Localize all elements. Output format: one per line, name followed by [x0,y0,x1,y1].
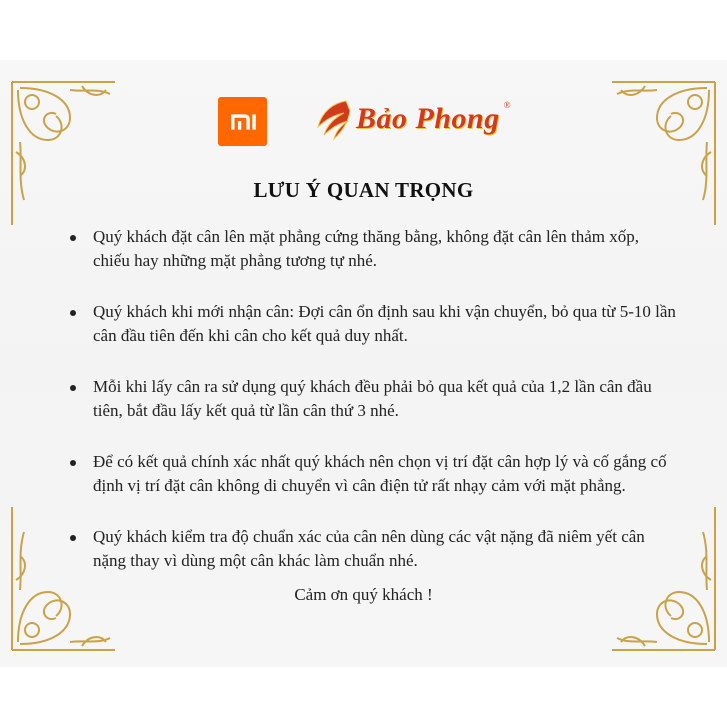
mi-logo-icon [226,105,260,139]
page-title: LƯU Ý QUAN TRỌNG [253,178,474,202]
list-item: Quý khách khi mới nhận cân: Đợi cân ổn định sau khi vận chuyển, bỏ qua từ 5-10 lần cân đầu tiên đến khi cân cho kết quả duy nhất. [68,300,678,348]
ornament-top-left [10,80,120,230]
ornament-top-right [607,80,717,230]
wing-icon [312,97,352,141]
thank-you-text: Cảm ơn quý khách ! [294,585,433,604]
brand-logo [312,94,511,144]
xiaomi-logo [218,97,267,146]
notes-list [68,225,678,600]
list-item: Quý khách kiểm tra độ chuẩn xác của cân nên dùng các vật nặng đã niêm yết cân nặng thay vì dùng một cân khác làm chuẩn nhé. [68,525,678,573]
list-item: Mỗi khi lấy cân ra sử dụng quý khách đều phải bỏ qua kết quả của 1,2 lần cân đầu tiên, bắt đầu lấy kết quả từ lần cân thứ 3 nhé. [68,375,678,423]
list-item: Để có kết quả chính xác nhất quý khách nên chọn vị trí đặt cân hợp lý và cố gắng cố định vị trí đặt cân không di chuyển vì cân điện tử rất nhạy cảm với mặt phẳng. [68,450,678,498]
list-item: Quý khách đặt cân lên mặt phẳng cứng thăng bằng, không đặt cân lên thảm xốp, chiếu hay những mặt phẳng tương tự nhé. [68,225,678,273]
notice-card [0,60,727,667]
brand-name: Bảo Phong [356,102,500,135]
registered-mark: ® [503,100,511,110]
